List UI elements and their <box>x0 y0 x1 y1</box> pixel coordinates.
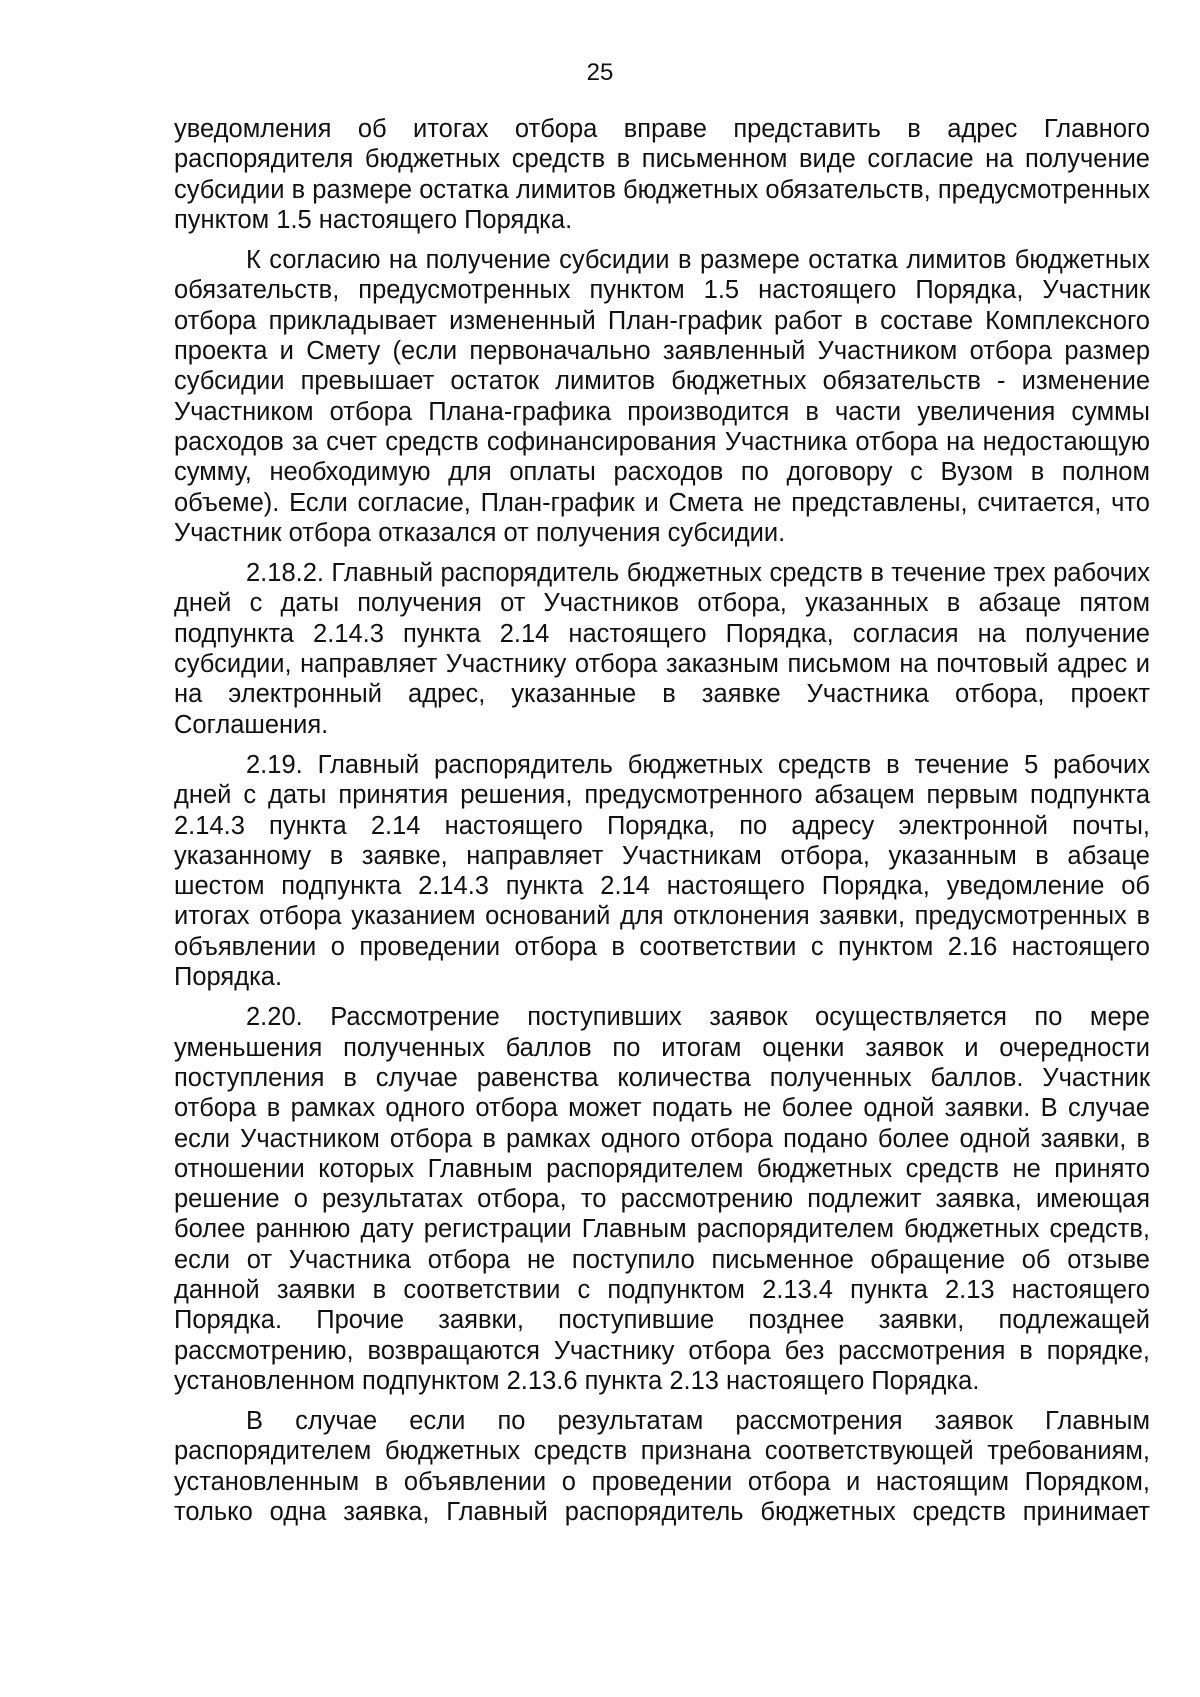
page-number: 25 <box>586 59 614 86</box>
paragraph-2-20: 2.20. Рассмотрение поступивших заявок осуществляется по мере уменьшения полученных баллов по итогам оценки заявок и очередности поступления в случае равенства количества полученных баллов. Участник отбора в рамках одного отбора может подать не более одной заявки. В случае если Участником отбора в рамках одного отбора подано более одной заявки, в отношении которых Главным распорядителем бюджетных средств не принято решение о результатах отбора, то рассмотрению подлежит заявка, имеющая более раннюю дату регистрации Главным распорядителем бюджетных средств, если от Участника отбора не поступило письменное обращение об отзыве данной заявки в соответствии с подпунктом 2.13.4 пункта 2.13 настоящего Порядка. Прочие заявки, поступившие позднее заявки, подлежащей рассмотрению, возвращаются Участнику отбора без рассмотрения в порядке, установленном подпунктом 2.13.6 пункта 2.13 настоящего Порядка. <box>174 1003 1150 1395</box>
paragraph-continuation: уведомления об итогах отбора вправе представить в адрес Главного распорядителя бюджетных средств в письменном виде согласие на получение субсидии в размере остатка лимитов бюджетных обязательств, предусмотренных пунктом 1.5 настоящего Порядка. <box>174 115 1150 234</box>
paragraph-2-18-2: 2.18.2. Главный распорядитель бюджетных средств в течение трех рабочих дней с даты получения от Участников отбора, указанных в абзаце пятом подпункта 2.14.3 пункта 2.14 настоящего Порядка, согласия на получение субсидии, направляет Участнику отбора заказным письмом на почтовый адрес и на электронный адрес, указанные в заявке Участника отбора, проект Соглашения. <box>174 559 1150 739</box>
paragraph-2-19: 2.19. Главный распорядитель бюджетных средств в течение 5 рабочих дней с даты принятия решения, предусмотренного абзацем первым подпункта 2.14.3 пункта 2.14 настоящего Порядка, по адресу электронной почты, указанному в заявке, направляет Участникам отбора, указанным в абзаце шестом подпункта 2.14.3 пункта 2.14 настоящего Порядка, уведомление об итогах отбора указанием оснований для отклонения заявки, предусмотренных в объявлении о проведении отбора в соответствии с пунктом 2.16 настоящего Порядка. <box>174 750 1150 992</box>
document-body <box>174 114 1150 1527</box>
paragraph-single-application: В случае если по результатам рассмотрения заявок Главным распорядителем бюджетных средств признана соответствующей требованиям, установленным в объявлении о проведении отбора и настоящим Порядком, только одна заявка, Главный распорядитель бюджетных средств принимает <box>174 1407 1150 1527</box>
paragraph-consent-attachments: К согласию на получение субсидии в размере остатка лимитов бюджетных обязательств, предусмотренных пунктом 1.5 настоящего Порядка, Участник отбора прикладывает измененный План-график работ в составе Комплексного проекта и Смету (если первоначально заявленный Участником отбора размер субсидии превышает остаток лимитов бюджетных обязательств - изменение Участником отбора Плана-графика производится в части увеличения суммы расходов за счет средств софинансирования Участника отбора на недостающую сумму, необходимую для оплаты расходов по договору с Вузом в полном объеме). Если согласие, План-график и Смета не представлены, считается, что Участник отбора отказался от получения субсидии. <box>174 246 1150 547</box>
